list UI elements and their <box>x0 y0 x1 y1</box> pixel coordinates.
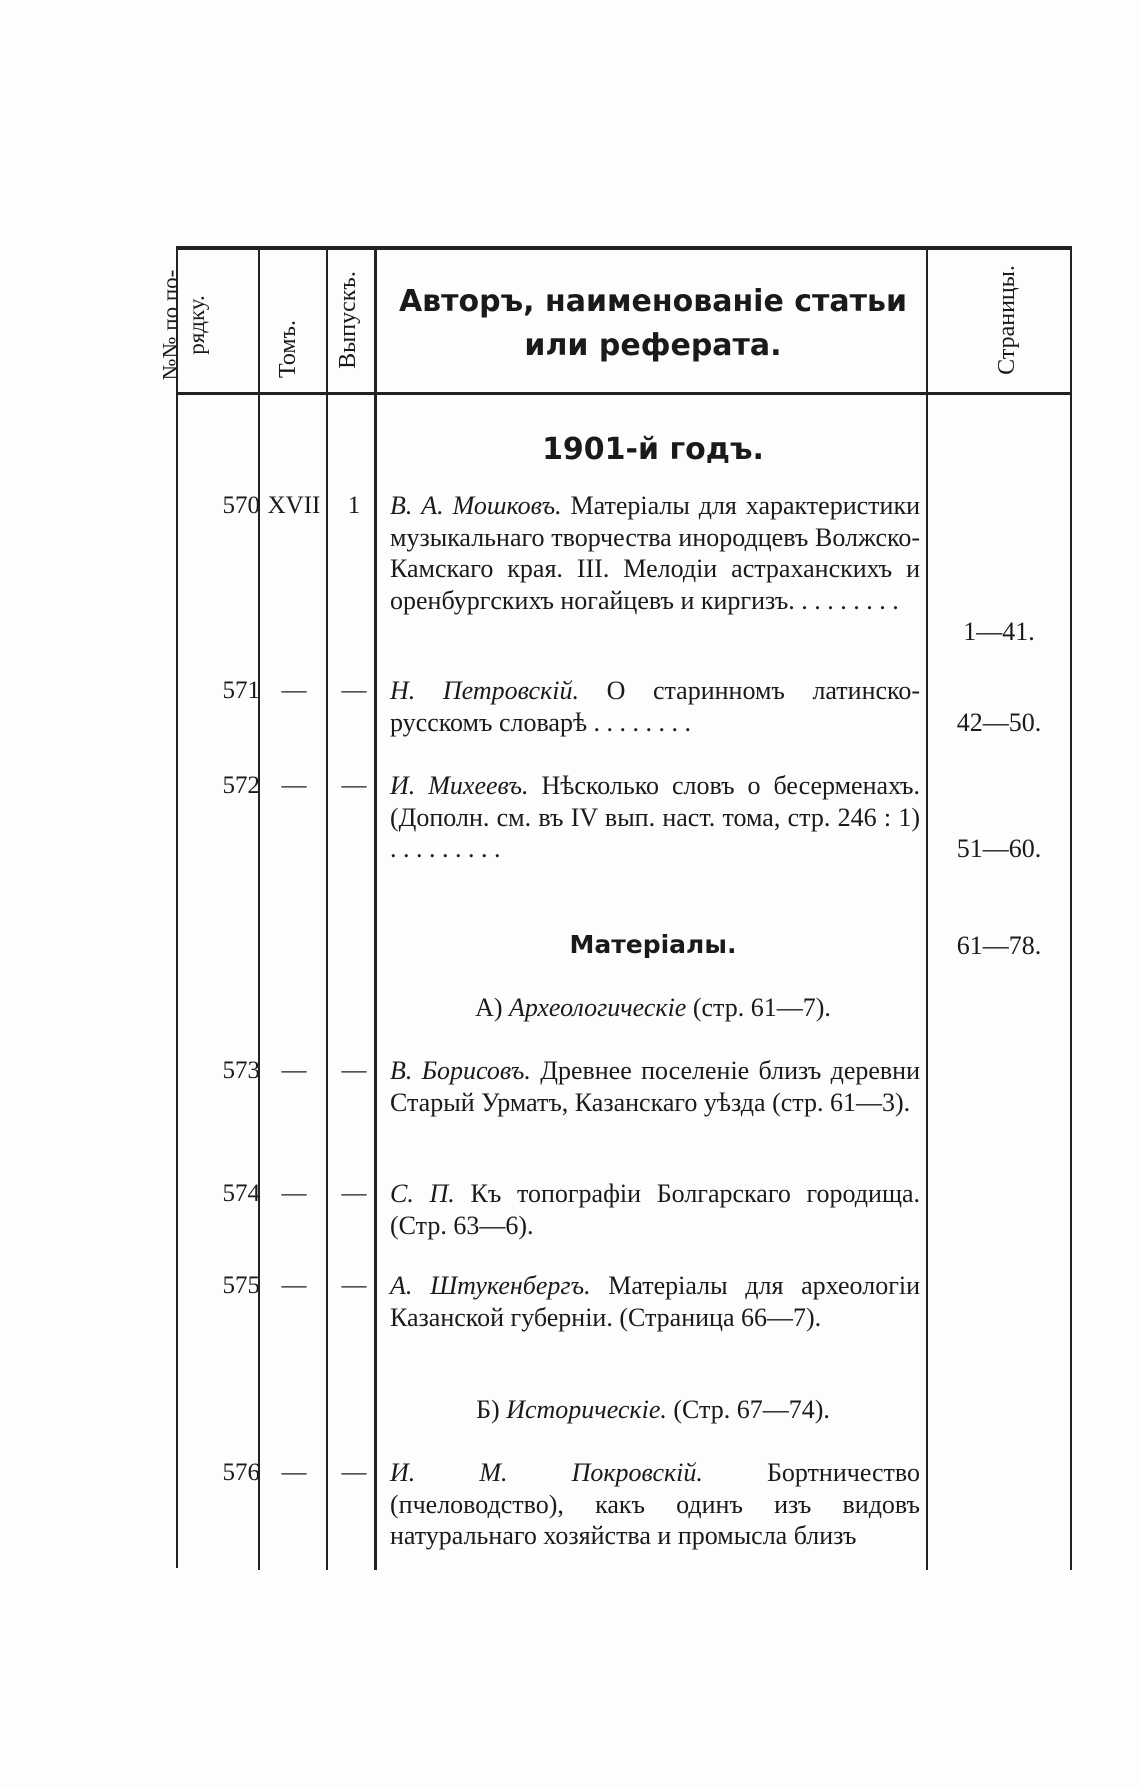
col-divider-number <box>258 248 260 1570</box>
row-text: Бортничество (пчеловодство), какъ одинъ изъ видовъ натуральнаго хозяйства и промысла близъ <box>390 1458 921 1550</box>
row-text: Нѣсколько словъ о бесерменахъ. (Дополн. см. въ IV вып. наст. тома, стр. 246 : 1) . . . . . . . . . <box>390 771 920 863</box>
row-volume: — <box>281 772 307 799</box>
row-number: 574 <box>222 1180 260 1207</box>
header-bottom-rule <box>176 392 1072 395</box>
row-author: Н. Петровскій. <box>390 676 579 705</box>
row-volume: — <box>281 1180 307 1207</box>
table-left-rule <box>176 246 178 1568</box>
header-title-line1: Авторъ, наименованіе статьи <box>398 284 908 319</box>
row-pages: 51—60. <box>956 834 1042 863</box>
sub-b-name: Историческіе. <box>506 1395 667 1424</box>
row-issue: — <box>341 772 367 799</box>
row-issue: — <box>341 677 367 704</box>
row-volume: XVII <box>267 492 321 519</box>
row-pages: 1—41. <box>963 617 1035 646</box>
subsection-historical <box>378 1395 928 1425</box>
row-text: О старинномъ латинско-русскомъ словарѣ . . . . . . . . <box>390 676 920 737</box>
row-text: Матеріалы для археологіи Казанской губерніи. (Страница 66—7). <box>390 1271 920 1332</box>
row-entry <box>390 1457 920 1552</box>
header-issue: Выпускъ. <box>335 271 361 369</box>
subsection-archaeological <box>378 993 928 1023</box>
row-author: А. Штукенбергъ. <box>390 1271 591 1300</box>
row-entry <box>390 675 920 738</box>
materials-title: Матеріалы. <box>569 930 737 959</box>
row-pages: 42—50. <box>956 708 1042 737</box>
year-heading: 1901-й годъ. <box>542 432 764 467</box>
row-author: В. Борисовъ. <box>390 1056 531 1085</box>
row-volume: — <box>281 677 307 704</box>
row-issue: — <box>341 1459 367 1486</box>
row-issue: 1 <box>347 492 361 519</box>
sub-b-range: (Стр. 67—74). <box>673 1395 830 1424</box>
sub-b-prefix: Б) <box>476 1395 500 1424</box>
table-top-rule <box>176 246 1072 250</box>
header-volume: Томъ. <box>275 320 301 378</box>
table-right-rule <box>1070 248 1072 1570</box>
row-text: Матеріалы для характеристики музыкальнаго творчества инородцевъ Волжско-Камскаго края. III. Мелодіи астраханскихъ и оренбургскихъ ногайцевъ и киргизъ. . . . . . . . . <box>390 491 920 615</box>
row-number: 573 <box>222 1057 260 1084</box>
row-entry <box>390 1270 920 1333</box>
header-title-line2: или реферата. <box>524 327 782 363</box>
row-author: В. А. Мошковъ. <box>390 491 562 520</box>
col-divider-volume <box>326 248 328 1570</box>
row-author: С. П. <box>390 1179 455 1208</box>
row-issue: — <box>341 1057 367 1084</box>
sub-a-name: Археологическіе <box>509 993 687 1022</box>
header-number: №№ по по- рядку. <box>158 269 210 381</box>
row-volume: — <box>281 1057 307 1084</box>
row-volume: — <box>281 1459 307 1486</box>
row-text: Къ топографіи Болгарскаго городища. (Стр. 63—6). <box>390 1179 920 1240</box>
row-author: И. Михеевъ. <box>390 771 529 800</box>
row-issue: — <box>341 1272 367 1299</box>
row-text: Древнее поселеніе близъ деревни Старый Урматъ, Казанскаго уѣзда (стр. 61—3). <box>390 1056 921 1117</box>
row-number: 570 <box>222 492 260 519</box>
row-volume: — <box>281 1272 307 1299</box>
col-divider-issue <box>374 248 377 1570</box>
row-entry <box>390 1055 920 1118</box>
row-entry <box>390 770 920 865</box>
row-number: 575 <box>222 1272 260 1299</box>
row-number: 572 <box>222 772 260 799</box>
row-author: И. М. Покровскій. <box>390 1458 703 1487</box>
row-issue: — <box>341 1180 367 1207</box>
row-entry <box>390 490 920 616</box>
row-number: 576 <box>222 1459 260 1486</box>
header-title <box>378 280 928 367</box>
header-pages: Страницы. <box>994 265 1020 375</box>
sub-a-prefix: А) <box>475 993 503 1022</box>
row-entry <box>390 1178 920 1241</box>
materials-pages: 61—78. <box>956 931 1042 960</box>
row-number: 571 <box>222 677 260 704</box>
sub-a-range: (стр. 61—7). <box>692 993 831 1022</box>
